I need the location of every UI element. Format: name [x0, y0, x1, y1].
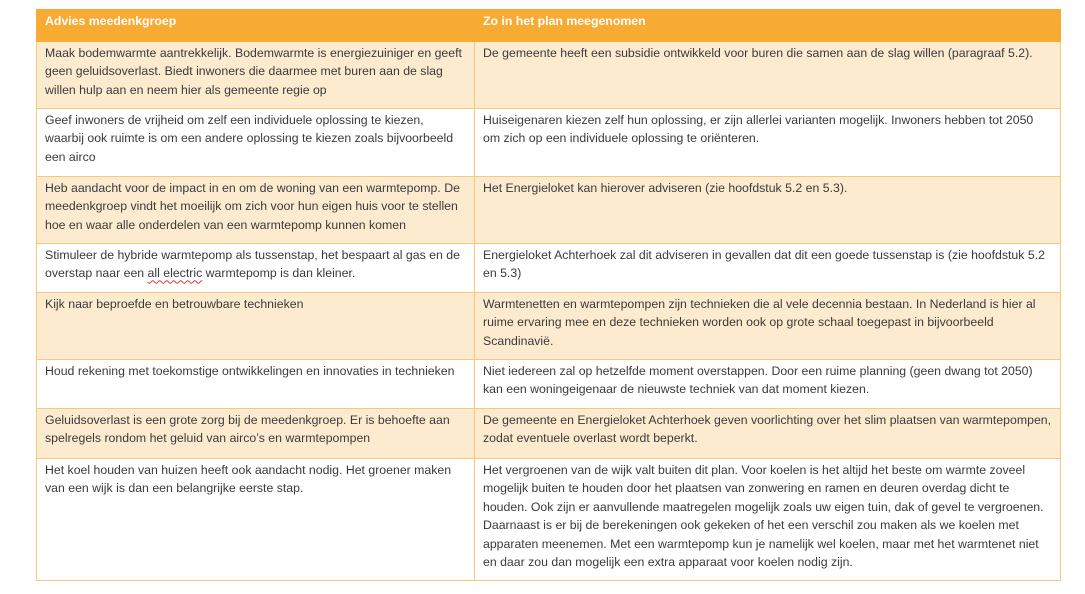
advice-cell: Heb aandacht voor de impact in en om de woning van een warmtepomp. De meedenkgroep vindt het moeilijk om zich voor hun eigen huis voor te stellen hoe en waar alle onderdelen van een warmtepomp kunnen komen: [37, 177, 475, 244]
plan-cell: De gemeente en Energieloket Achterhoek geven voorlichting over het slim plaatsen van warmtepompen, zodat eventuele overlast wordt beperkt.: [475, 409, 1061, 459]
advice-cell: Geef inwoners de vrijheid om zelf een individuele oplossing te kiezen, waarbij ook ruimte is om een andere oplossing te kiezen zoals bijvoorbeeld een airco: [37, 109, 475, 177]
table-row: [37, 244, 1061, 293]
advice-cell: Houd rekening met toekomstige ontwikkelingen en innovaties in technieken: [37, 360, 475, 409]
advice-table: [36, 9, 1061, 581]
advice-cell: Het koel houden van huizen heeft ook aandacht nodig. Het groener maken van een wijk is dan een belangrijke eerste stap.: [37, 459, 475, 581]
table-row: [37, 459, 1061, 581]
plan-cell: Energieloket Achterhoek zal dit adviseren in gevallen dat dit een goede tussenstap is (zie hoofdstuk 5.2 en 5.3): [475, 244, 1061, 293]
plan-cell: Huiseigenaren kiezen zelf hun oplossing, er zijn allerlei varianten mogelijk. Inwoners hebben tot 2050 om zich op een individuele oplossing te oriënteren.: [475, 109, 1061, 177]
advice-text: Stimuleer de hybride warmtepomp als tussenstap, het bespaart al gas en de overstap naar een: [45, 248, 460, 281]
advice-cell: Kijk naar beproefde en betrouwbare technieken: [37, 293, 475, 360]
plan-cell: Het Energieloket kan hierover adviseren (zie hoofdstuk 5.2 en 5.3).: [475, 177, 1061, 244]
header-zo-in-het-plan: Zo in het plan meegenomen: [475, 10, 1061, 42]
spellcheck-marked-text: all electric: [147, 266, 203, 281]
table-row: [37, 42, 1061, 109]
plan-cell: Het vergroenen van de wijk valt buiten dit plan. Voor koelen is het altijd het beste om warmte zoveel mogelijk buiten te houden door het plaatsen van zonwering en ramen en deuren overdag dicht te houden. Ook zijn er aanvullende maatregelen mogelijk zoals uw eigen tuin, dak of gevel te vergroenen. Daarnaast is er bij de berekeningen ook gekeken of het een verschil zou maken als we koelen met apparaten meenemen. Met een warmtepomp kun je namelijk wel koelen, maar met het warmtenet niet en daar zou dan mogelijk een extra apparaat voor koelen nodig zijn.: [475, 459, 1061, 581]
table-row: [37, 360, 1061, 409]
plan-cell: Warmtenetten en warmtepompen zijn technieken die al vele decennia bestaan. In Nederland is hier al ruime ervaring mee en deze technieken worden ook op grote schaal toegepast in bijvoorbeeld Scandinavië.: [475, 293, 1061, 360]
header-advies-meedenkgroep: Advies meedenkgroep: [37, 10, 475, 42]
advice-cell: Geluidsoverlast is een grote zorg bij de meedenkgroep. Er is behoefte aan spelregels rondom het geluid van airco’s en warmtepompen: [37, 409, 475, 459]
table-row: [37, 177, 1061, 244]
table-row: [37, 409, 1061, 459]
advice-text: warmtepomp is dan kleiner.: [202, 266, 356, 281]
table-row: [37, 109, 1061, 177]
plan-cell: Niet iedereen zal op hetzelfde moment overstappen. Door een ruime planning (geen dwang tot 2050) kan een woningeigenaar de nieuwste techniek van dat moment kiezen.: [475, 360, 1061, 409]
table-row: [37, 293, 1061, 360]
table-header-row: [37, 10, 1061, 42]
advice-cell: [37, 244, 475, 293]
advice-cell: Maak bodemwarmte aantrekkelijk. Bodemwarmte is energiezuiniger en geeft geen geluidsoverlast. Biedt inwoners die daarmee met buren aan de slag willen hulp aan en neem hier als gemeente regie op: [37, 42, 475, 109]
plan-cell: De gemeente heeft een subsidie ontwikkeld voor buren die samen aan de slag willen (paragraaf 5.2).: [475, 42, 1061, 109]
